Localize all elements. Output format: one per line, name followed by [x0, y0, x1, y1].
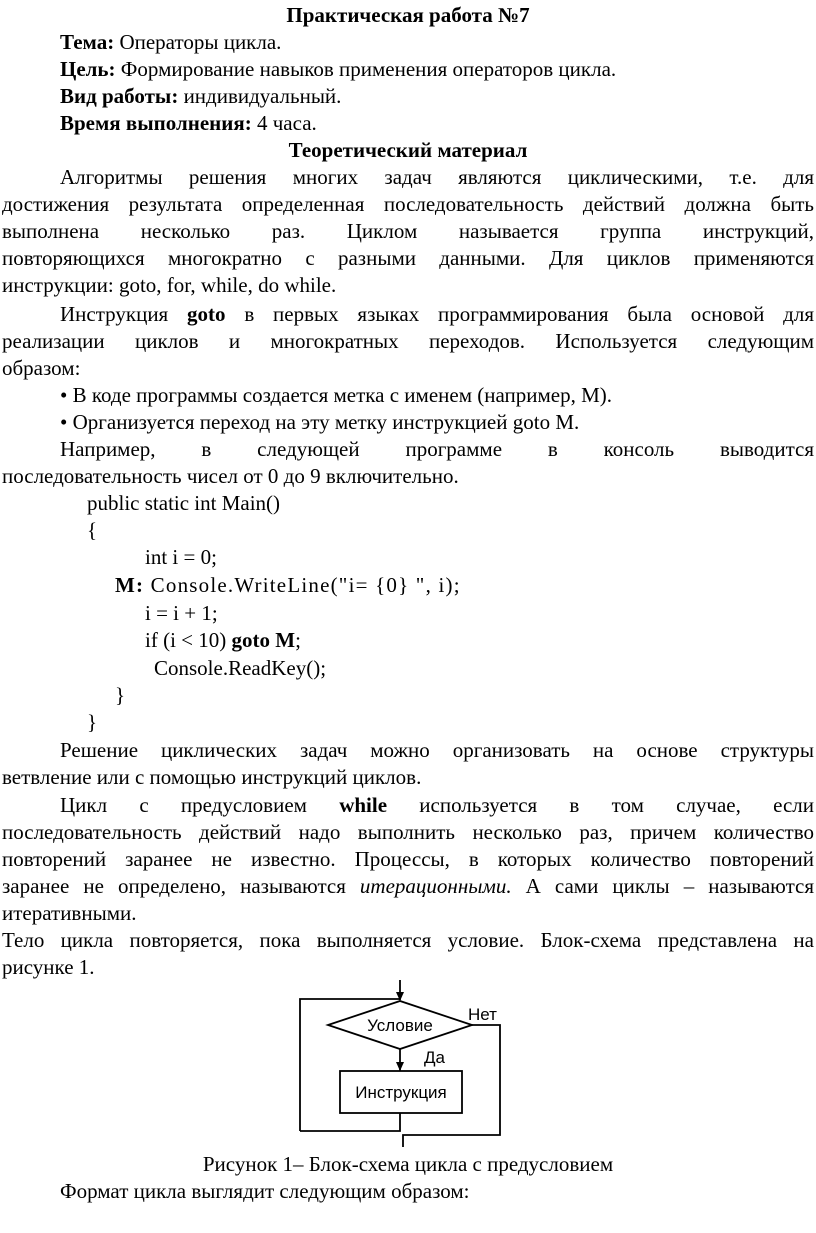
- text-line: достижения результата определенная последовательность действий должна быть: [2, 192, 814, 216]
- text-line: реализации циклов и многократных переходов. Используется следующим: [2, 329, 814, 353]
- text-line: последовательность чисел от 0 до 9 включительно.: [2, 464, 459, 488]
- code-line: public static int Main(): [87, 491, 281, 515]
- section-title: Теоретический материал: [288, 138, 528, 162]
- work-type-line: Вид работы: индивидуальный.: [60, 84, 342, 108]
- text-line: образом:: [2, 356, 81, 380]
- text-line: заранее не определено, называются итерационными. А сами циклы – называются: [2, 874, 815, 898]
- no-label: Нет: [468, 1005, 497, 1024]
- text-line: рисунке 1.: [2, 955, 95, 979]
- text-line: выполнена несколько раз. Циклом называется группа инструкций,: [2, 219, 814, 243]
- text-line: итеративными.: [2, 901, 137, 925]
- text-line: Алгоритмы решения многих задач являются циклическими, т.е. для: [60, 165, 814, 189]
- text-line: повторений заранее не известно. Процессы, в которых количество повторений: [2, 847, 814, 871]
- code-line: }: [115, 683, 126, 707]
- code-line: Console.ReadKey();: [154, 656, 327, 680]
- code-line: int i = 0;: [145, 545, 217, 569]
- duration-line: Время выполнения: 4 часа.: [60, 111, 317, 135]
- text-line: Цикл с предусловием while используется в том случае, если: [60, 793, 815, 817]
- text-line: последовательность действий надо выполнить несколько раз, причем количество: [2, 820, 814, 844]
- text-line: Инструкция goto в первых языках программирования была основой для: [60, 302, 814, 326]
- code-line: M: Console.WriteLine("i= {0} ", i);: [115, 573, 461, 597]
- topic-line: Тема: Операторы цикла.: [60, 30, 282, 54]
- text-line: ветвление или с помощью инструкций циклов.: [2, 765, 422, 789]
- page-title: Практическая работа №7: [286, 3, 530, 27]
- instruction-label: Инструкция: [355, 1083, 447, 1102]
- code-line: }: [87, 710, 98, 734]
- bullet-item: • Организуется переход на эту метку инструкцией goto М.: [60, 410, 580, 434]
- flowchart-diagram: [290, 975, 520, 1165]
- closing-text: Формат цикла выглядит следующим образом:: [60, 1179, 470, 1203]
- figure-caption: Рисунок 1– Блок-схема цикла с предусловием: [202, 1152, 614, 1176]
- text-line: Тело цикла повторяется, пока выполняется условие. Блок-схема представлена на: [2, 928, 814, 952]
- code-line: if (i < 10) goto M;: [145, 628, 301, 652]
- code-line: {: [87, 518, 98, 542]
- goal-line: Цель: Формирование навыков применения операторов цикла.: [60, 57, 617, 81]
- condition-label: Условие: [367, 1016, 433, 1035]
- text-line: инструкции: goto, for, while, do while.: [2, 273, 337, 297]
- text-line: повторяющихся многократно с разными данными. Для циклов применяются: [2, 246, 814, 270]
- yes-label: Да: [424, 1048, 445, 1067]
- bullet-item: • В коде программы создается метка с именем (например, М).: [60, 383, 613, 407]
- text-line: Например, в следующей программе в консоль выводится: [60, 437, 814, 461]
- text-line: Решение циклических задач можно организовать на основе структуры: [60, 738, 814, 762]
- code-line: i = i + 1;: [145, 601, 218, 625]
